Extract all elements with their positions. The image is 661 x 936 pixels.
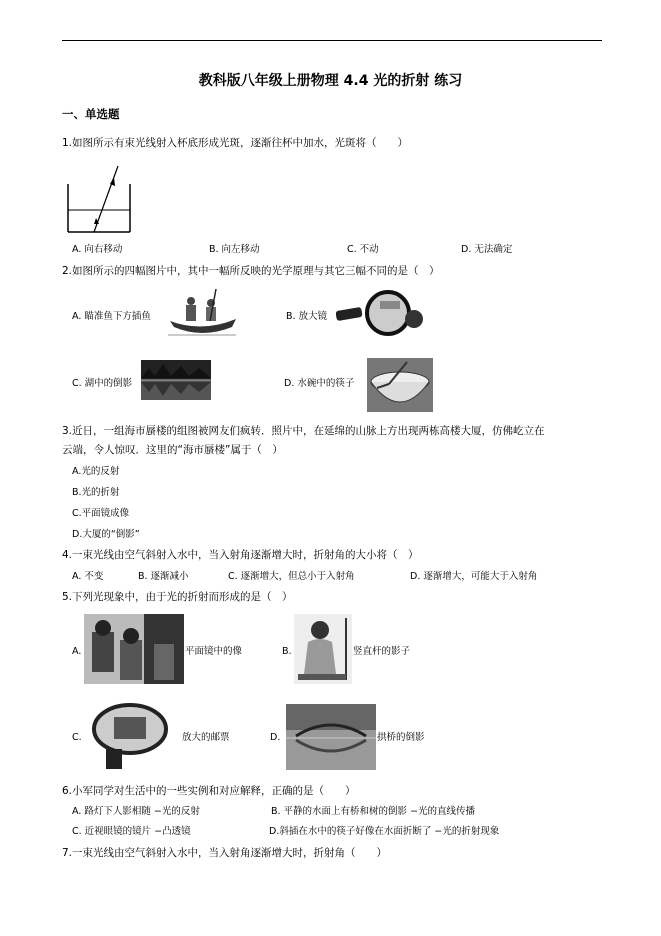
question-2-option-a: A. 瞄准鱼下方插鱼	[72, 311, 151, 322]
question-5-option-d: D.	[270, 732, 281, 743]
question-4-option-d: D. 逐渐增大，可能大于入射角	[410, 571, 538, 582]
question-2-option-c: C. 湖中的倒影	[72, 378, 133, 389]
question-1-option-c: C. 不动	[347, 244, 379, 255]
section-heading: 一、单选题	[62, 107, 120, 121]
question-1-option-b: B. 向左移动	[209, 244, 260, 255]
page-title: 教科版八年级上册物理 4.4 光的折射 练习	[198, 73, 463, 89]
beaker-light-figure	[64, 160, 134, 234]
question-2-stem: 2.如图所示的四幅图片中，其中一幅所反映的光学原理与其它三幅不同的是（ ）	[62, 265, 440, 277]
mirror-image-photo	[84, 614, 184, 684]
question-5-caption-a: 平面镜中的像	[185, 646, 243, 657]
question-5-caption-c: 放大的邮票	[182, 732, 230, 743]
question-5-option-b: B.	[282, 646, 292, 657]
question-4-stem: 4.一束光线由空气斜射入水中，当入射角逐渐增大时，折射角的大小将（ ）	[62, 549, 419, 561]
question-4-option-a: A. 不变	[72, 571, 104, 582]
question-4-option-c: C. 逐渐增大，但总小于入射角	[228, 571, 355, 582]
lake-reflection-photo	[141, 360, 211, 400]
question-6-option-c: C. 近视眼镜的镜片 −凸透镜	[72, 826, 191, 837]
question-3-option-a: A.光的反射	[72, 466, 120, 477]
question-6-option-b: B. 平静的水面上有桥和树的倒影 −光的直线传播	[271, 806, 476, 817]
question-1-option-d: D. 无法确定	[461, 244, 513, 255]
question-3-stem-line-2: 云端，令人惊叹．这里的“海市蜃楼”属于（ ）	[62, 444, 283, 456]
header-rule	[62, 40, 602, 41]
question-3-stem-line-1: 3.近日，一组海市蜃楼的组图被网友们疯转．照片中，在延绵的山脉上方出现两栋高楼大厦，仿佛屹立在	[62, 425, 545, 437]
question-3-option-b: B.光的折射	[72, 487, 120, 498]
magnified-stamp-photo	[84, 701, 180, 771]
arch-bridge-reflection-photo	[286, 704, 376, 770]
question-2-option-b: B. 放大镜	[286, 311, 328, 322]
bowl-chopsticks-photo	[367, 358, 433, 412]
question-6-stem: 6.小军同学对生活中的一些实例和对应解释，正确的是（ ）	[62, 785, 356, 797]
question-3-option-d: D.大厦的“倒影”	[72, 529, 140, 540]
pole-shadow-cartoon	[294, 614, 352, 684]
question-4-option-b: B. 逐渐减小	[138, 571, 189, 582]
fishing-boat-photo	[166, 287, 238, 339]
question-5-option-c: C.	[72, 732, 82, 743]
question-1-option-a: A. 向右移动	[72, 244, 123, 255]
question-5-caption-d: 拱桥的倒影	[377, 732, 425, 743]
question-7-stem: 7.一束光线由空气斜射入水中，当入射角逐渐增大时，折射角（ ）	[62, 847, 388, 859]
question-5-option-a: A.	[72, 646, 82, 657]
question-6-option-d: D.斜插在水中的筷子好像在水面折断了 −光的折射现象	[269, 826, 500, 837]
question-3-option-c: C.平面镜成像	[72, 508, 130, 519]
question-6-option-a: A. 路灯下人影相随 −光的反射	[72, 806, 200, 817]
question-2-option-d: D. 水碗中的筷子	[284, 378, 355, 389]
question-5-caption-b: 竖直杆的影子	[353, 646, 411, 657]
question-1-stem: 1.如图所示有束光线射入杯底形成光斑，逐渐往杯中加水，光斑将（ ）	[62, 137, 409, 149]
question-5-stem: 5.下列光现象中，由于光的折射而形成的是（ ）	[62, 591, 293, 603]
magnifier-photo	[336, 289, 428, 337]
